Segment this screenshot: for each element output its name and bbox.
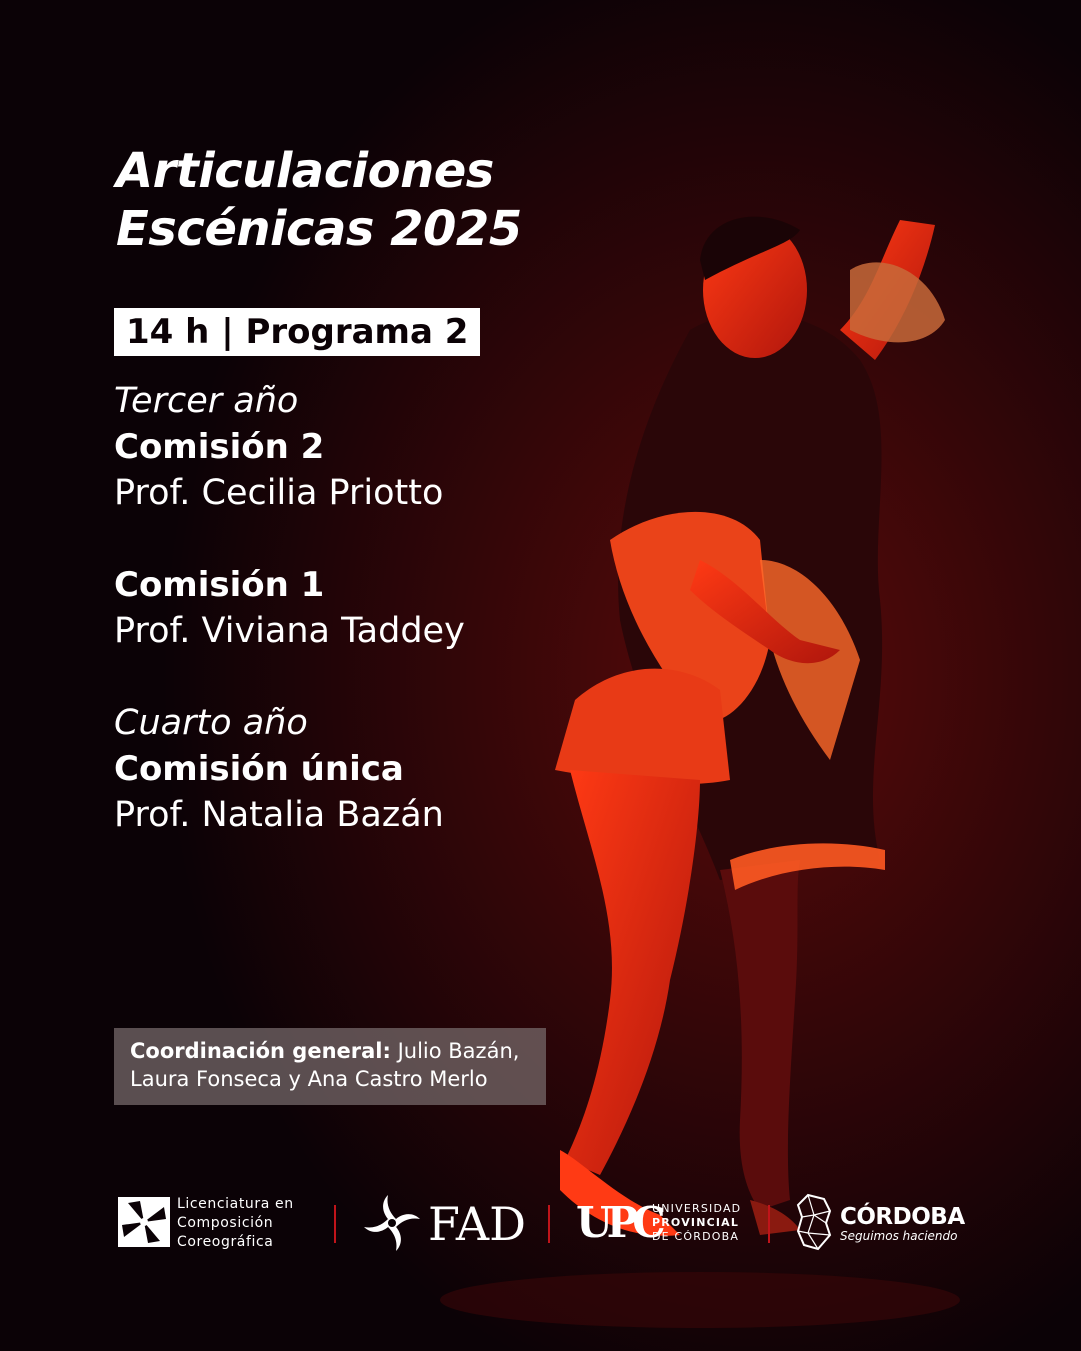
logo-separator <box>548 1205 550 1243</box>
commission-unique-name: Comisión única <box>114 749 404 789</box>
cordoba-logo-name: CÓRDOBA <box>840 1204 965 1230</box>
coordination-names-2: Laura Fonseca y Ana Castro Merlo <box>130 1067 488 1091</box>
program-list <box>114 378 634 838</box>
upc-line-2: PROVINCIAL <box>652 1216 740 1229</box>
logo-separator <box>334 1205 336 1243</box>
fad-logo-text: FAD <box>428 1197 527 1251</box>
upc-logo-mark: UPC <box>576 1198 660 1247</box>
coordination-names-1: Julio Bazán, <box>390 1039 520 1063</box>
commission-1-name: Comisión 1 <box>114 565 325 605</box>
commission-2-professor: Prof. Cecilia Priotto <box>114 473 444 513</box>
lcc-line-3: Coreográfica <box>177 1234 274 1250</box>
schedule-badge: 14 h | Programa 2 <box>114 308 480 356</box>
upc-logo-text <box>652 1202 741 1244</box>
lcc-line-2: Composición <box>177 1215 274 1231</box>
upc-line-3: DE CÓRDOBA <box>652 1230 740 1243</box>
commission-1-professor: Prof. Viviana Taddey <box>114 611 465 651</box>
province-map-icon <box>794 1193 834 1251</box>
coordination-box <box>114 1028 546 1105</box>
swirl-icon <box>118 1197 170 1247</box>
title-line-1: Articulaciones <box>116 143 494 199</box>
commission-2-name: Comisión 2 <box>114 427 325 467</box>
event-title <box>116 142 522 258</box>
logo-separator <box>768 1205 770 1243</box>
coordination-label: Coordinación general: <box>130 1039 391 1063</box>
year-label-fourth: Cuarto año <box>114 703 308 743</box>
upc-line-1: UNIVERSIDAD <box>652 1202 742 1215</box>
year-label-third: Tercer año <box>114 381 299 421</box>
sponsor-logos <box>0 1185 1081 1265</box>
commission-unique-professor: Prof. Natalia Bazán <box>114 795 444 835</box>
lcc-line-1: Licenciatura en <box>177 1196 294 1212</box>
title-line-2: Escénicas 2025 <box>116 201 522 257</box>
lcc-logo-text <box>177 1195 294 1252</box>
spiral-icon <box>362 1193 422 1253</box>
cordoba-logo-tagline: Seguimos haciendo <box>840 1229 958 1243</box>
